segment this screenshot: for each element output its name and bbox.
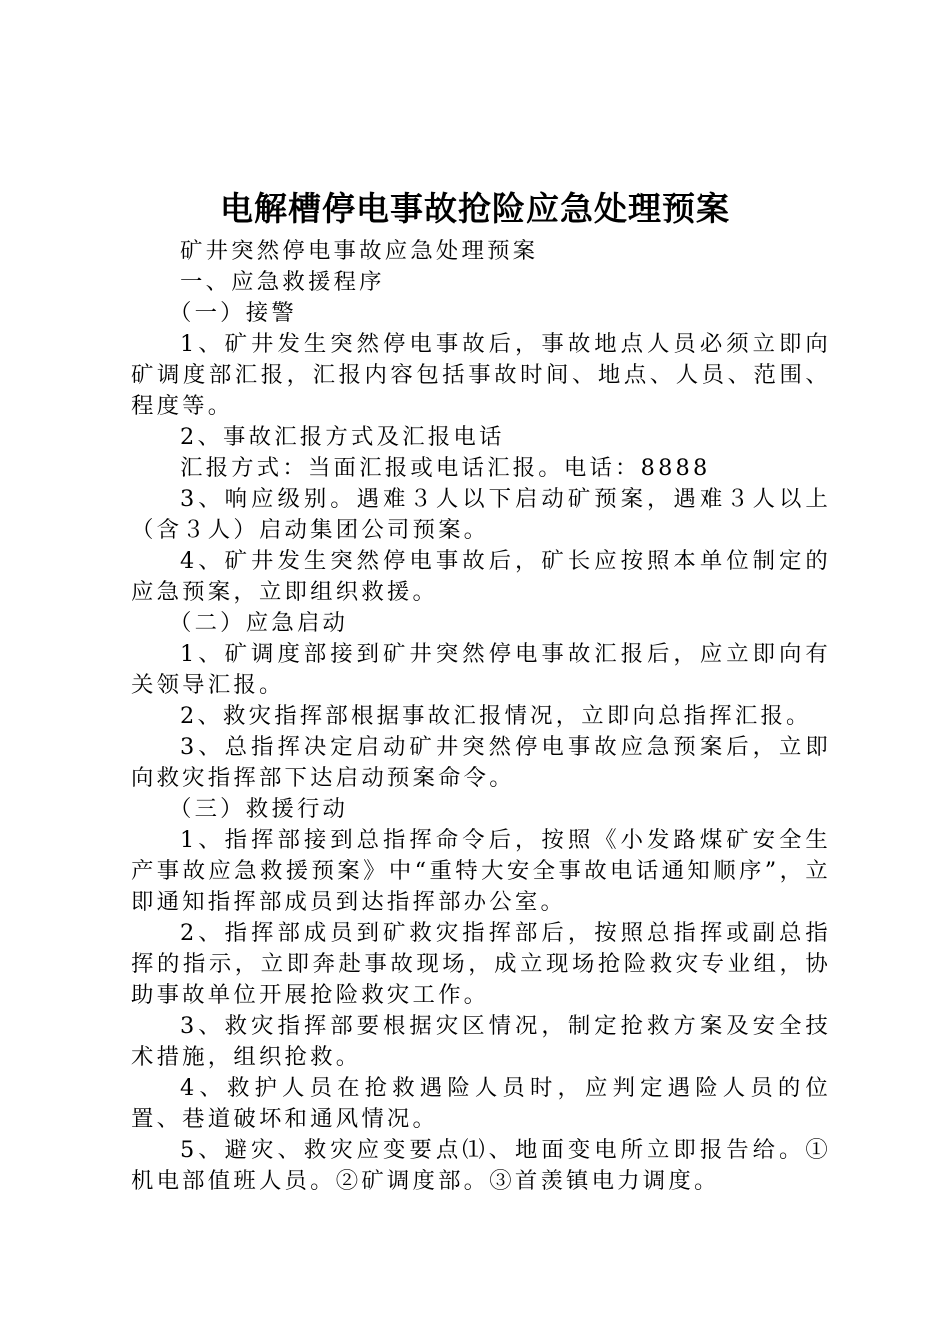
paragraph: 4、矿井发生突然停电事故后，矿长应按照本单位制定的应急预案，立即组织救援。 bbox=[131, 548, 831, 605]
paragraph: 1、矿井发生突然停电事故后，事故地点人员必须立即向矿调度部汇报，汇报内容包括事故时间、地点、人员、范围、程度等。 bbox=[131, 331, 831, 419]
paragraph: 2、指挥部成员到矿救灾指挥部后，按照总指挥或副总指挥的指示，立即奔赴事故现场，成立现场抢险救灾专业组，协助事故单位开展抢险救灾工作。 bbox=[131, 920, 831, 1008]
paragraph: 2、事故汇报方式及汇报电话 bbox=[180, 424, 505, 450]
document-body bbox=[131, 236, 831, 1197]
paragraph: 汇报方式：当面汇报或电话汇报。电话：8888 bbox=[180, 455, 711, 481]
paragraph: 2、救灾指挥部根据事故汇报情况，立即向总指挥汇报。 bbox=[180, 703, 812, 729]
paragraph: 3、救灾指挥部要根据灾区情况，制定抢救方案及安全技术措施，组织抢救。 bbox=[131, 1013, 831, 1070]
paragraph: 5、避灾、救灾应变要点⑴、地面变电所立即报告给。①机电部值班人员。②矿调度部。③首羡镇电力调度。 bbox=[131, 1137, 831, 1194]
subsection-heading-receive-alarm: （一）接警 bbox=[169, 300, 297, 326]
subsection-heading-emergency-start: （二）应急启动 bbox=[169, 610, 349, 636]
paragraph: 1、矿调度部接到矿井突然停电事故汇报后，应立即向有关领导汇报。 bbox=[131, 641, 831, 698]
paragraph-subtitle: 矿井突然停电事故应急处理预案 bbox=[180, 238, 539, 264]
paragraph: 4、救护人员在抢救遇险人员时，应判定遇险人员的位置、巷道破坏和通风情况。 bbox=[131, 1075, 831, 1132]
subsection-heading-rescue-action: （三）救援行动 bbox=[169, 796, 349, 822]
document-title: 电解槽停电事故抢险应急处理预案 bbox=[220, 189, 730, 228]
section-heading-1: 一、应急救援程序 bbox=[180, 269, 385, 295]
paragraph: 1、指挥部接到总指挥命令后，按照《小发路煤矿安全生产事故应急救援预案》中“重特大安全事故电话通知顺序”，立即通知指挥部成员到达指挥部办公室。 bbox=[131, 827, 831, 915]
paragraph: 3、响应级别。遇难３人以下启动矿预案，遇难３人以上（含３人）启动集团公司预案。 bbox=[131, 486, 831, 543]
paragraph: 3、总指挥决定启动矿井突然停电事故应急预案后，立即向救灾指挥部下达启动预案命令。 bbox=[131, 734, 831, 791]
